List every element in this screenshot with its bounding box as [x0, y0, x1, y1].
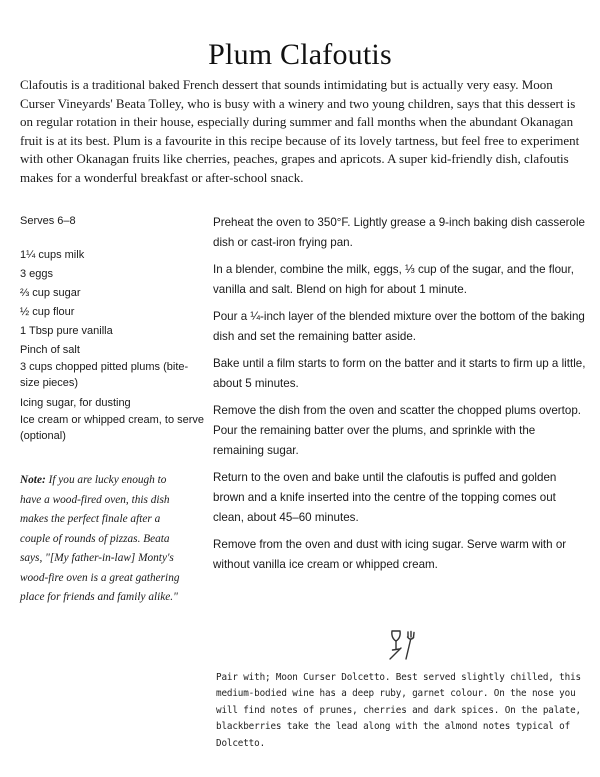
note-box	[20, 471, 180, 608]
wine-pairing-text: Pair with; Moon Curser Dolcetto. Best served slightly chilled, this medium-bodied wine has a deep ruby, garnet colour. On the nose you will find notes of prunes, cherries and dark spices. On the palate, blackberries take the lead along with the almond notes typical of Dolcetto.	[216, 672, 581, 749]
method-step: Bake until a film starts to form on the batter and it starts to firm up a little, about 5 minutes.	[213, 357, 586, 390]
ingredient-item: 1¼ cups milk	[20, 249, 85, 261]
method-step: Remove from the oven and dust with icing sugar. Serve warm with or without vanilla ice cream or whipped cream.	[213, 538, 567, 571]
ingredient-list	[20, 246, 205, 447]
ingredient-item: Ice cream or whipped cream, to serve (optional)	[20, 414, 205, 442]
method-steps	[213, 213, 588, 582]
method-step: In a blender, combine the milk, eggs, ⅓ cup of the sugar, and the flour, vanilla and salt. Blend on high for about 1 minute.	[213, 263, 574, 296]
ingredients-column	[20, 213, 205, 447]
intro-paragraph: Clafoutis is a traditional baked French dessert that sounds intimidating but is actually very easy. Moon Curser Vineyards' Beata Tolley, who is busy with a winery and two young children, says that this dessert is on regular rotation in their house, especially during summer and fall months when the abundant Okanagan fruit is at its best. Plum is a favourite in this recipe because of its lovely tartness, but feel free to experiment with other Okanagan fruits like cherries, peaches, grapes and apricots. A super kid-friendly dish, clafoutis makes for a wonderful breakfast or after-school snack.	[20, 77, 580, 185]
method-step: Return to the oven and bake until the clafoutis is puffed and golden brown and a knife inserted into the centre of the topping comes out clean, about 45–60 minutes.	[213, 471, 557, 524]
ingredient-item: 3 cups chopped pitted plums (bite-size pieces)	[20, 361, 189, 389]
ingredient-item: 3 eggs	[20, 268, 54, 280]
ingredient-item: Pinch of salt	[20, 344, 80, 356]
method-step: Remove the dish from the oven and scatter the chopped plums overtop. Pour the remaining batter over the plums, and sprinkle with the remaining sugar.	[213, 404, 581, 457]
wine-glass-and-fork-icon	[386, 628, 416, 662]
ingredient-item: Icing sugar, for dusting	[20, 397, 131, 409]
ingredient-item: ½ cup flour	[20, 306, 75, 318]
ingredient-item: ⅔ cup sugar	[20, 287, 81, 299]
method-step: Pour a ¼-inch layer of the blended mixture over the bottom of the baking dish and set the remaining batter aside.	[213, 310, 585, 343]
page-title: Plum Clafoutis	[208, 38, 392, 72]
note-text: If you are lucky enough to have a wood-fired oven, this dish makes the perfect finale after a couple of rounds of pizzas. Beata says, "[My father-in-law] Monty's wood-fire oven is a great gathering place for friends and family alike."	[20, 474, 180, 603]
note-label: Note:	[20, 474, 46, 486]
method-step: Preheat the oven to 350°F. Lightly grease a 9-inch baking dish casserole dish or cast-iron frying pan.	[213, 216, 586, 249]
ingredient-item: 1 Tbsp pure vanilla	[20, 325, 113, 337]
serves-label: Serves 6–8	[20, 215, 76, 227]
